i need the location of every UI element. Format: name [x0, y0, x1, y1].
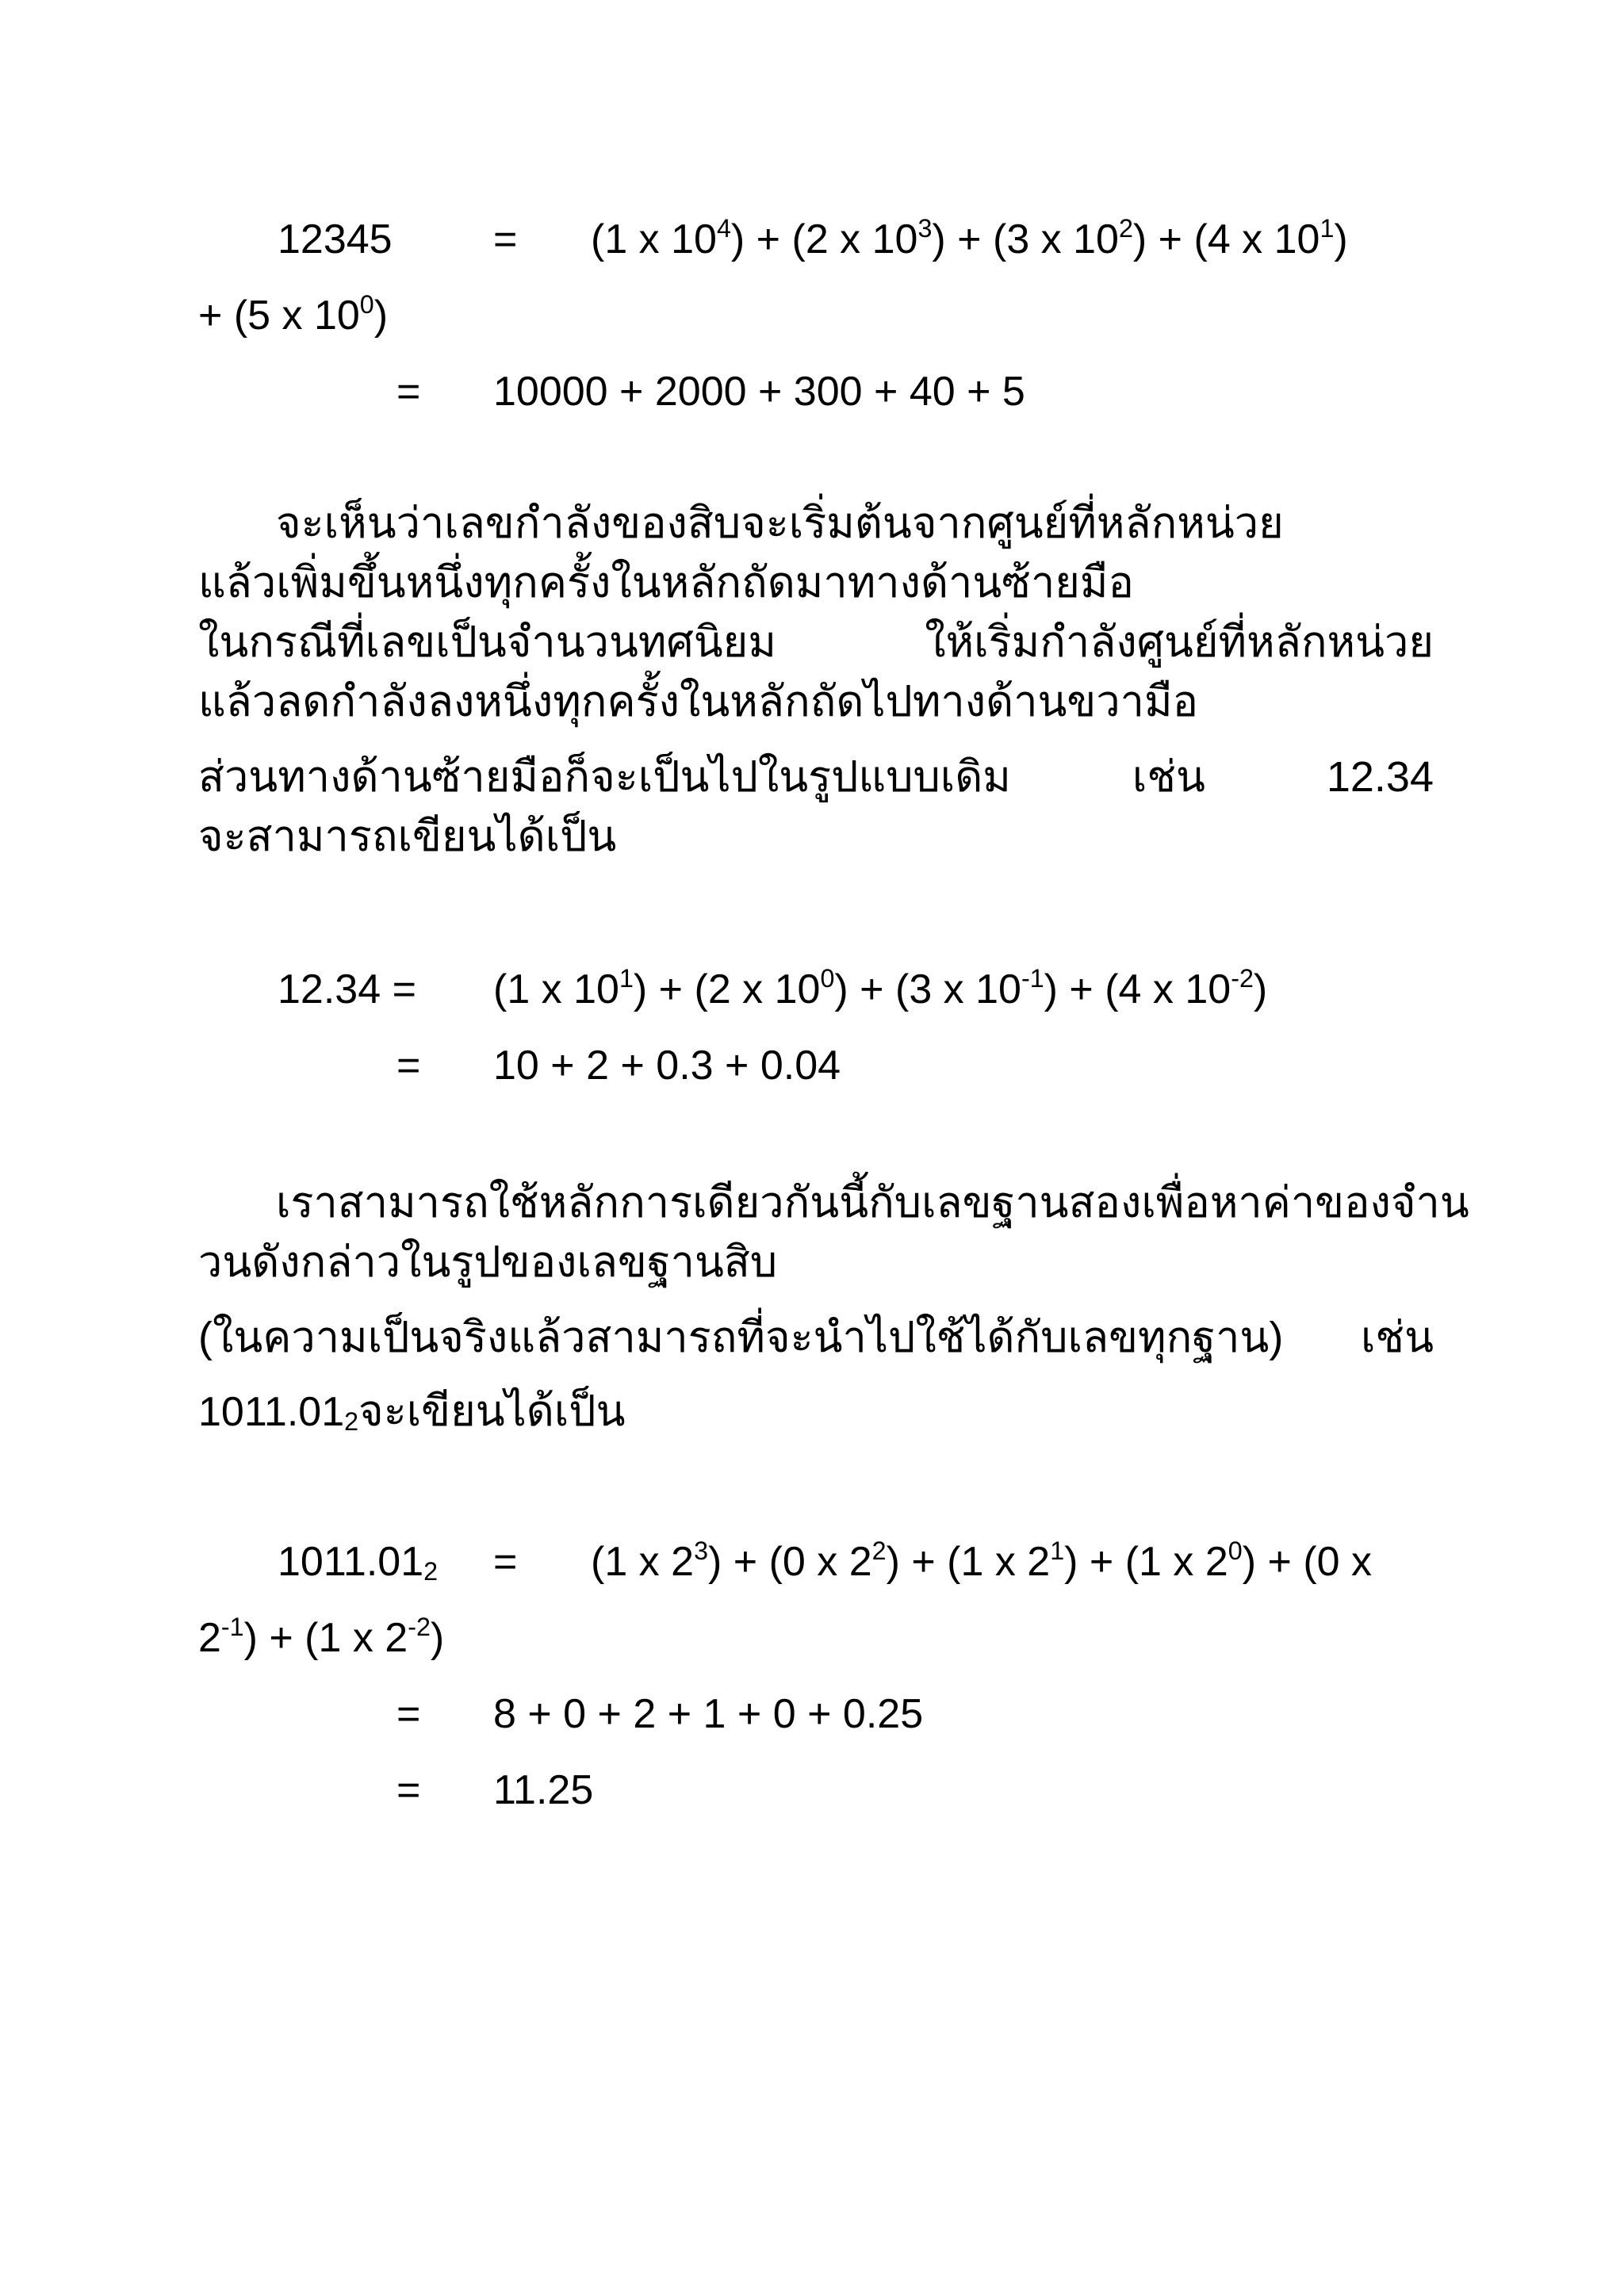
exponent: 1	[619, 964, 634, 993]
exponent: 0	[820, 964, 835, 993]
expr3-line3: 8 + 0 + 2 + 1 + 0 + 0.25	[493, 1691, 924, 1737]
expr3-line4-equals: =	[396, 1767, 421, 1813]
term-text: 2	[198, 1615, 221, 1661]
term-text: (1 x 10	[591, 216, 717, 262]
expr1-line1	[591, 214, 1348, 265]
term-text: )	[1334, 216, 1348, 262]
expr1-line3-equals: =	[396, 369, 421, 415]
term-text: + (5 x 10	[198, 293, 360, 339]
term-text: (1 x 10	[493, 966, 619, 1012]
expr3-line1	[591, 1536, 1372, 1587]
term-text: ) + (0 x	[1242, 1539, 1372, 1585]
expr3-line2	[198, 1613, 444, 1663]
para2-line4: $1011.01_2$จะเขียนได้เป็น	[198, 1387, 626, 1436]
expr3-line4: 11.25	[493, 1767, 594, 1813]
term-text: )	[1253, 966, 1268, 1012]
exponent: -1	[1021, 964, 1044, 993]
para1-line4: แล้วลดกำลังลงหนึ่งทุกครั้งในหลักถัดไปทางด้านขวามือ	[198, 678, 1199, 725]
expr3-equals: =	[493, 1539, 518, 1585]
expr1-line3: 10000 + 2000 + 300 + 40 + 5	[493, 369, 1025, 415]
expr1-equals: =	[493, 216, 518, 262]
para1-line3: ในกรณีที่เลขเป็นจำนวนทศนิยม ให้เริ่มกำลังศูนย์ที่หลักหน่วย	[198, 618, 1434, 666]
exponent: -2	[1231, 964, 1254, 993]
exponent: -2	[408, 1613, 431, 1642]
term-text: ) + (4 x 10	[1132, 216, 1320, 262]
term-text: ) + (4 x 10	[1044, 966, 1231, 1012]
exponent: 3	[917, 214, 933, 243]
term-text: ) + (3 x 10	[834, 966, 1021, 1012]
term-text: ) + (1 x 2	[1064, 1539, 1228, 1585]
term-text: ) + (2 x 10	[633, 966, 821, 1012]
expr2-lhs: 12.34 =	[278, 966, 416, 1012]
term-text: )	[373, 293, 389, 339]
expr2-line1	[493, 964, 1267, 1015]
expr3-lhs: $1011.01_2$	[278, 1539, 439, 1586]
para2-line3: (ในความเป็นจริงแล้วสามารถที่จะนำไปใช้ได้กับเลขทุกฐาน) เช่น	[198, 1314, 1434, 1361]
expr3-line3-equals: =	[396, 1691, 421, 1737]
exponent: 3	[694, 1536, 708, 1566]
exponent: 4	[716, 214, 731, 243]
exponent: 1	[1320, 214, 1335, 243]
term-text: ) + (1 x 2	[243, 1615, 408, 1661]
para1-line6: จะสามารถเขียนได้เป็น	[198, 813, 617, 860]
exponent: 0	[359, 290, 374, 320]
expr1-line2	[198, 290, 388, 341]
exponent: 2	[871, 1536, 887, 1566]
para1-line5: ส่วนทางด้านซ้ายมือก็จะเป็นไปในรูปแบบเดิม เช่น 12.34	[198, 753, 1434, 801]
expr1-lhs-value: 12345	[278, 216, 393, 262]
term-text: (1 x 2	[591, 1539, 695, 1585]
para1-line2: แล้วเพิ่มขึ้นหนึ่งทุกครั้งในหลักถัดมาทางด้านซ้ายมือ	[198, 559, 1134, 607]
exponent: 1	[1050, 1536, 1065, 1566]
term-text: ) + (0 x 2	[708, 1539, 872, 1585]
para2-line2: วนดังกล่าวในรูปของเลขฐานสิบ	[198, 1238, 778, 1286]
term-text: ) + (3 x 10	[932, 216, 1119, 262]
term-text: ) + (2 x 10	[730, 216, 918, 262]
expr2-line2: 10 + 2 + 0.3 + 0.04	[493, 1043, 841, 1089]
exponent: 0	[1228, 1536, 1243, 1566]
expr1-lhs	[278, 214, 393, 265]
term-text: ) + (1 x 2	[886, 1539, 1051, 1585]
expr2-line2-equals: =	[396, 1043, 421, 1089]
para2-line1: เราสามารถใช้หลักการเดียวกันนี้กับเลขฐานสองเพื่อหาค่าของจำน	[276, 1179, 1469, 1226]
term-text: )	[430, 1615, 445, 1661]
para1-line1: จะเห็นว่าเลขกำลังของสิบจะเริ่มต้นจากศูนย์ที่หลักหน่วย	[276, 499, 1284, 547]
exponent: 2	[1118, 214, 1133, 243]
exponent: -1	[220, 1613, 244, 1642]
